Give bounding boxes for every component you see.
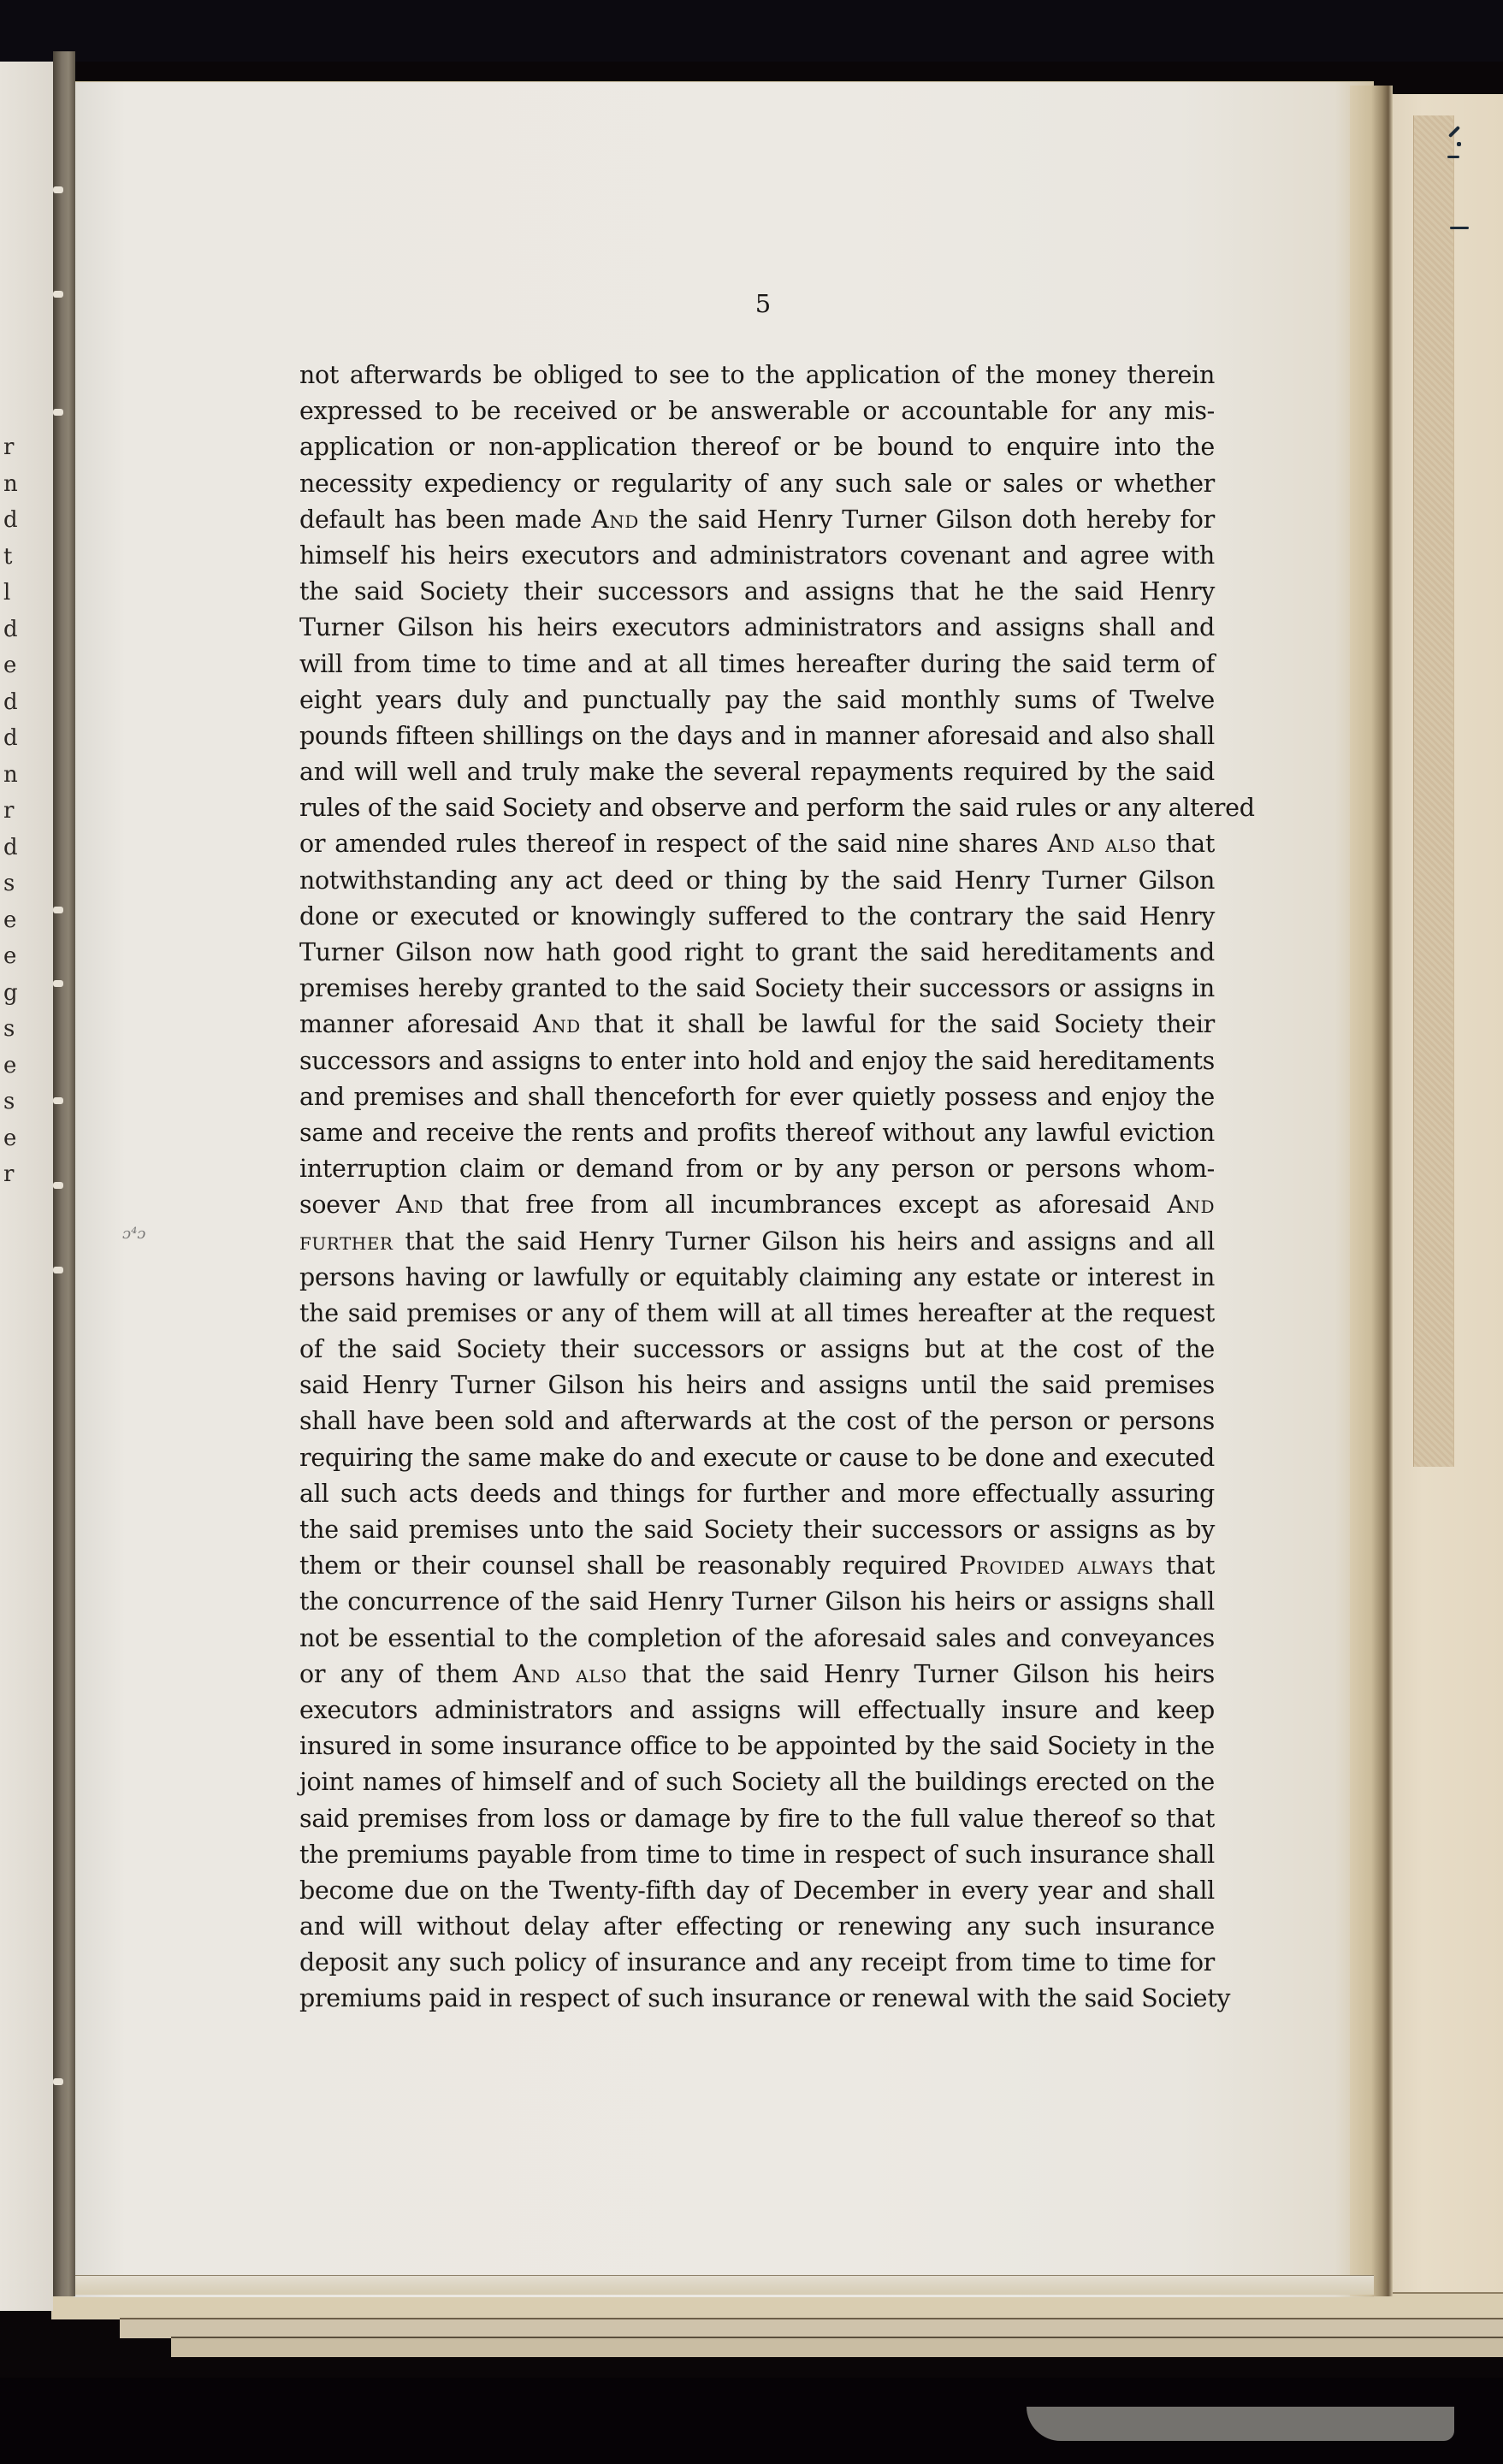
text-run: premiums paid in respect of such insurance or renewal with the said Society xyxy=(299,1984,1231,2013)
text-line xyxy=(299,610,1215,646)
text-line xyxy=(299,1873,1215,1909)
page-edge-stack xyxy=(171,2337,1503,2357)
text-run: said premises from loss or damage by fire to the full value thereof so that xyxy=(299,1804,1215,1833)
text-run: all such acts deeds and things for further and more effectually assuring xyxy=(299,1479,1215,1508)
text-line xyxy=(299,1332,1215,1368)
binding-stitch xyxy=(53,2078,63,2085)
text-line xyxy=(299,574,1215,610)
book-cover-top xyxy=(0,0,1503,62)
text-line xyxy=(299,682,1215,718)
text-line xyxy=(299,1007,1215,1043)
facing-page-letter: r xyxy=(3,1161,15,1187)
text-run: that it shall be lawful for the said Society their xyxy=(580,1010,1215,1039)
text-line xyxy=(299,1403,1215,1439)
text-run: and will well and truly make the several repayments required by the said xyxy=(299,758,1215,787)
small-caps-keyword: And xyxy=(532,1010,581,1039)
text-run: done or executed or knowingly suffered to the contrary the said Henry xyxy=(299,901,1215,931)
small-caps-keyword: And xyxy=(591,505,639,534)
text-line xyxy=(299,502,1215,538)
text-line xyxy=(299,647,1215,682)
text-run: become due on the Twenty-fifth day of December in every year and shall xyxy=(299,1876,1215,1905)
text-run: the said premises or any of them will at all times hereafter at the request xyxy=(299,1298,1215,1327)
facing-page-letter: e xyxy=(3,653,17,678)
text-line xyxy=(299,1837,1215,1873)
text-line xyxy=(299,429,1215,465)
text-line xyxy=(299,1043,1215,1079)
text-line xyxy=(299,1657,1215,1693)
page-edge-stack xyxy=(120,2318,1503,2338)
text-line xyxy=(299,863,1215,899)
text-line xyxy=(299,466,1215,502)
facing-page-letter: t xyxy=(3,543,13,570)
text-run: soever xyxy=(299,1191,396,1220)
text-line xyxy=(299,1296,1215,1332)
text-run: the said premises unto the said Society their successors or assigns as by xyxy=(299,1516,1215,1544)
text-run: that xyxy=(1156,830,1215,859)
text-run: that the said Henry Turner Gilson his heirs and assigns and all xyxy=(393,1226,1215,1256)
text-line xyxy=(299,971,1215,1007)
text-run: application or non-application thereof or be bound to enquire into the xyxy=(299,433,1215,462)
text-run: himself his heirs executors and administrators covenant and agree with xyxy=(299,541,1215,570)
facing-page-letter: d xyxy=(3,834,18,860)
text-run: successors and assigns to enter into hold and enjoy the said hereditaments xyxy=(299,1046,1215,1075)
facing-page-letter: s xyxy=(3,1016,15,1042)
text-line xyxy=(299,899,1215,935)
text-run: the concurrence of the said Henry Turner Gilson his heirs or assigns shall xyxy=(299,1587,1215,1616)
text-line xyxy=(299,826,1215,862)
text-run: executors administrators and assigns will effectually insure and keep xyxy=(299,1695,1215,1724)
small-caps-keyword: Provided always xyxy=(959,1551,1154,1581)
text-line xyxy=(299,754,1215,790)
facing-page-letter: d xyxy=(3,688,18,715)
text-run: deposit any such policy of insurance and any receipt from time to time for xyxy=(299,1948,1215,1977)
text-line xyxy=(299,718,1215,754)
text-run: interruption claim or demand from or by any person or persons whom- xyxy=(299,1155,1215,1184)
text-line xyxy=(299,1187,1215,1223)
binding-stitch xyxy=(53,186,63,193)
text-line xyxy=(299,1548,1215,1584)
text-line xyxy=(299,1151,1215,1187)
pencil-marginalia: ɔ⁴ɔ xyxy=(122,1225,146,1243)
text-run: and will without delay after effecting or renewing any such insurance xyxy=(299,1912,1215,1941)
text-line xyxy=(299,1909,1215,1945)
text-line xyxy=(299,1981,1231,2017)
text-run: persons having or lawfully or equitably claiming any estate or interest in xyxy=(299,1262,1215,1291)
ink-mark xyxy=(1457,142,1461,146)
text-line xyxy=(299,1728,1215,1764)
text-line xyxy=(299,1693,1215,1728)
text-run: not afterwards be obliged to see to the application of the money therein xyxy=(299,361,1215,389)
text-run: that xyxy=(1153,1551,1216,1581)
text-run: notwithstanding any act deed or thing by the said Henry Turner Gilson xyxy=(299,866,1215,895)
text-run: premises hereby granted to the said Society their successors or assigns in xyxy=(299,974,1215,1003)
facing-page-letter: d xyxy=(3,725,18,751)
text-run: manner aforesaid xyxy=(299,1010,533,1039)
text-run: rules of the said Society and observe and perform the said rules or any altered xyxy=(299,794,1255,823)
text-line xyxy=(299,1224,1215,1260)
text-line xyxy=(299,1764,1215,1800)
text-line xyxy=(299,1621,1215,1657)
text-run: or any of them xyxy=(299,1659,513,1688)
text-run: of the said Society their successors or assigns but at the cost of the xyxy=(299,1335,1215,1364)
text-run: Turner Gilson his heirs executors administrators and assigns shall and xyxy=(299,613,1215,642)
text-run: Turner Gilson now hath good right to grant the said hereditaments and xyxy=(299,938,1215,966)
facing-page-letter: d xyxy=(3,507,18,533)
text-line xyxy=(299,1945,1215,1981)
text-line xyxy=(299,935,1215,971)
facing-page-letter: n xyxy=(3,470,18,497)
facing-page-edge-letters xyxy=(3,429,29,1193)
facing-page-letter: r xyxy=(3,434,15,460)
binding-tape xyxy=(1413,115,1454,1467)
ink-mark xyxy=(1447,156,1459,158)
small-caps-keyword: And also xyxy=(1047,830,1157,859)
text-run: that the said Henry Turner Gilson his heirs xyxy=(627,1659,1216,1688)
binding-stitch xyxy=(53,1182,63,1189)
facing-page xyxy=(0,62,53,2311)
text-run: them or their counsel shall be reasonably required xyxy=(299,1551,960,1581)
text-line xyxy=(299,1440,1215,1476)
text-run: expressed to be received or be answerable or accountable for any mis- xyxy=(299,397,1215,426)
facing-page-letter: s xyxy=(3,871,15,896)
binding-stitch xyxy=(53,1267,63,1273)
text-line xyxy=(299,1260,1215,1296)
text-line xyxy=(299,790,1255,826)
text-line xyxy=(299,1115,1215,1151)
facing-page-letter: e xyxy=(3,943,17,969)
text-run: eight years duly and punctually pay the said monthly sums of Twelve xyxy=(299,685,1215,714)
binding-stitch xyxy=(53,409,63,416)
facing-page-letter: n xyxy=(3,761,18,788)
binding-stitch xyxy=(53,980,63,987)
text-line xyxy=(299,538,1215,574)
facing-page-letter: s xyxy=(3,1089,15,1114)
binding-stitch xyxy=(53,1097,63,1104)
text-line xyxy=(299,1079,1215,1115)
binding-stitch xyxy=(53,291,63,298)
page-right-edge xyxy=(1350,86,1393,2296)
text-line xyxy=(299,1801,1215,1837)
facing-page-letter: e xyxy=(3,907,17,933)
facing-page-letter: l xyxy=(3,580,11,606)
text-run: default has been made xyxy=(299,505,592,534)
text-line xyxy=(299,1476,1215,1512)
text-run: shall have been sold and afterwards at the cost of the person or persons xyxy=(299,1407,1215,1436)
text-run: will from time to time and at all times hereafter during the said term of xyxy=(299,649,1215,678)
text-run: said Henry Turner Gilson his heirs and assigns until the said premises xyxy=(299,1371,1215,1400)
text-line xyxy=(299,1368,1215,1403)
facing-page-letter: e xyxy=(3,1125,17,1151)
small-caps-keyword: And xyxy=(395,1191,444,1220)
text-run: the said Henry Turner Gilson doth hereby for xyxy=(638,505,1215,534)
document-body-text xyxy=(299,357,1255,2018)
facing-page-letter: d xyxy=(3,616,18,642)
text-run: and premises and shall thenceforth for ever quietly possess and enjoy the xyxy=(299,1082,1215,1111)
text-run: necessity expediency or regularity of any such sale or sales or whether xyxy=(299,469,1215,498)
text-line xyxy=(299,1584,1215,1620)
book-gutter xyxy=(53,51,75,2296)
text-run: pounds fifteen shillings on the days and in manner aforesaid and also shall xyxy=(299,721,1215,750)
binding-stitch xyxy=(53,907,63,913)
text-line xyxy=(299,357,1215,393)
facing-page-letter: g xyxy=(3,979,18,1006)
text-run: same and receive the rents and profits thereof without any lawful eviction xyxy=(299,1118,1215,1147)
text-run: joint names of himself and of such Society all the buildings erected on the xyxy=(299,1768,1215,1797)
small-caps-keyword: And also xyxy=(512,1659,628,1688)
text-line xyxy=(299,393,1215,429)
text-run: insured in some insurance office to be appointed by the said Society in the xyxy=(299,1732,1215,1761)
text-run: or amended rules thereof in respect of the said nine shares xyxy=(299,830,1048,859)
facing-page-letter: r xyxy=(3,798,15,824)
ink-mark xyxy=(1450,227,1469,229)
facing-page-letter: e xyxy=(3,1052,17,1078)
text-run: not be essential to the completion of the aforesaid sales and conveyances xyxy=(299,1623,1215,1652)
torn-paper-fragment xyxy=(1027,2407,1454,2441)
text-run: requiring the same make do and execute or cause to be done and executed xyxy=(299,1443,1215,1472)
text-run: the premiums payable from time to time in respect of such insurance shall xyxy=(299,1840,1215,1869)
page-number: 5 xyxy=(754,289,772,318)
small-caps-keyword: further xyxy=(299,1226,394,1256)
text-line xyxy=(299,1512,1215,1548)
page-bottom-edge xyxy=(74,2275,1374,2295)
text-run: that free from all incumbrances except as aforesaid xyxy=(443,1191,1168,1220)
text-run: the said Society their successors and assigns that he the said Henry xyxy=(299,577,1215,606)
small-caps-keyword: And xyxy=(1167,1191,1215,1220)
